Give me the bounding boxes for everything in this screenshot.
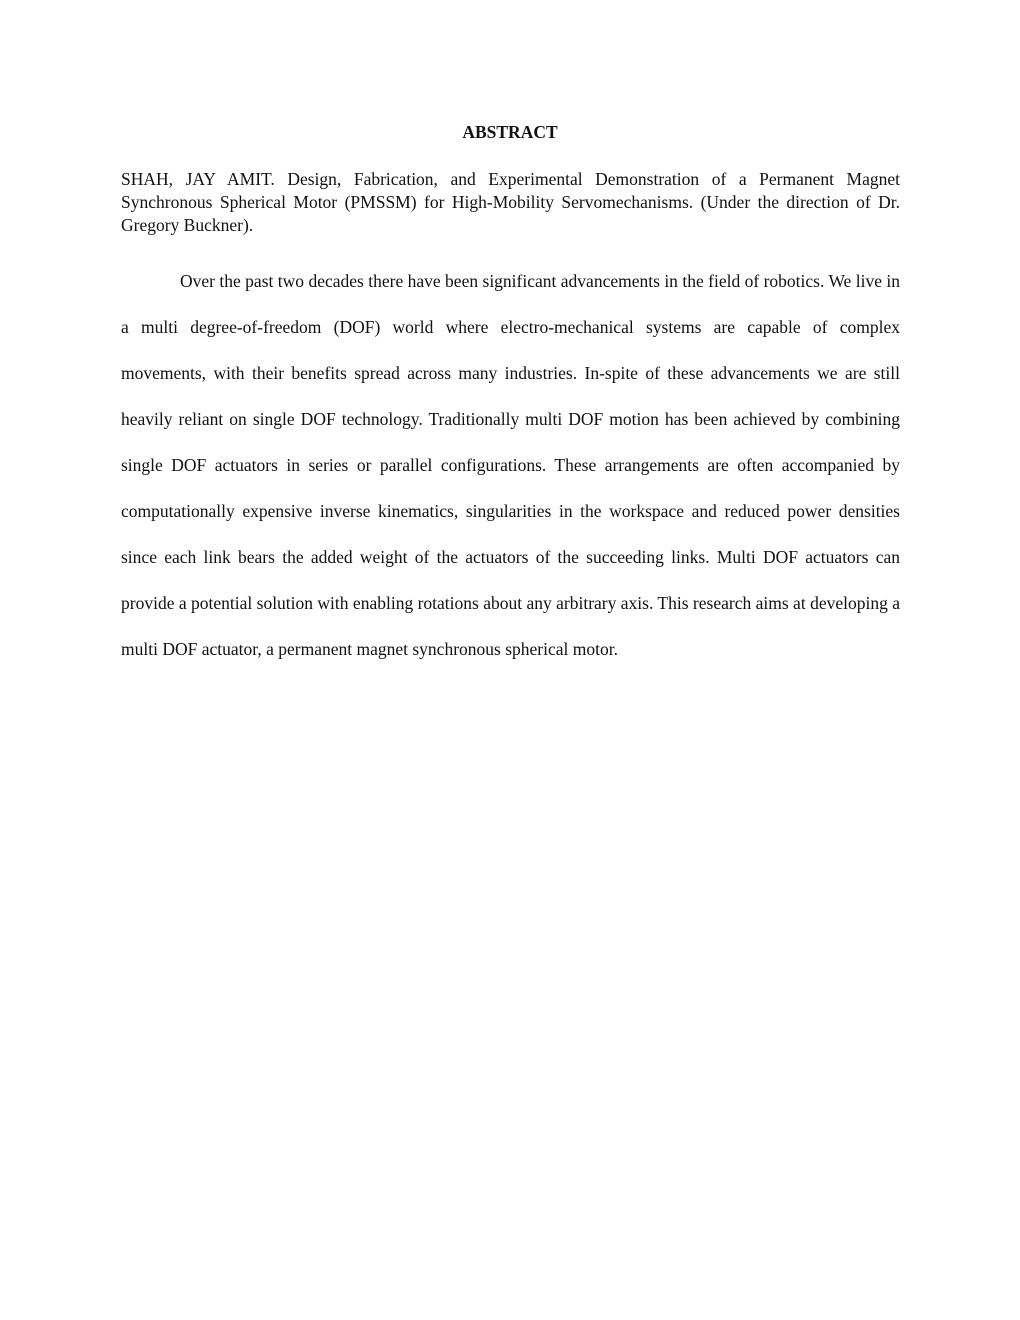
abstract-paragraph: Over the past two decades there have been significant advancements in the field of robotics. We live in a multi degree-of-freedom (DOF) world where electro-mechanical systems are capable of complex movements, with their benefits spread across many industries. In-spite of these advancements we are still heavily reliant on single DOF technology. Traditionally multi DOF motion has been achieved by combining single DOF actuators in series or parallel configurations. These arrangements are often accompanied by computationally expensive inverse kinematics, singularities in the workspace and reduced power densities since each link bears the added weight of the actuators of the succeeding links. Multi DOF actuators can provide a potential solution with enabling rotations about any arbitrary axis. This research aims at developing a multi DOF actuator, a permanent magnet synchronous spherical motor. xyxy=(121,271,900,659)
thesis-citation: SHAH, JAY AMIT. Design, Fabrication, and Experimental Demonstration of a Permanent Magnet Synchronous Spherical Motor (PMSSM) for High-Mobility Servomechanisms. (Under the direction of Dr. Gregory Buckner). xyxy=(121,169,900,235)
abstract-heading: ABSTRACT xyxy=(462,122,558,142)
